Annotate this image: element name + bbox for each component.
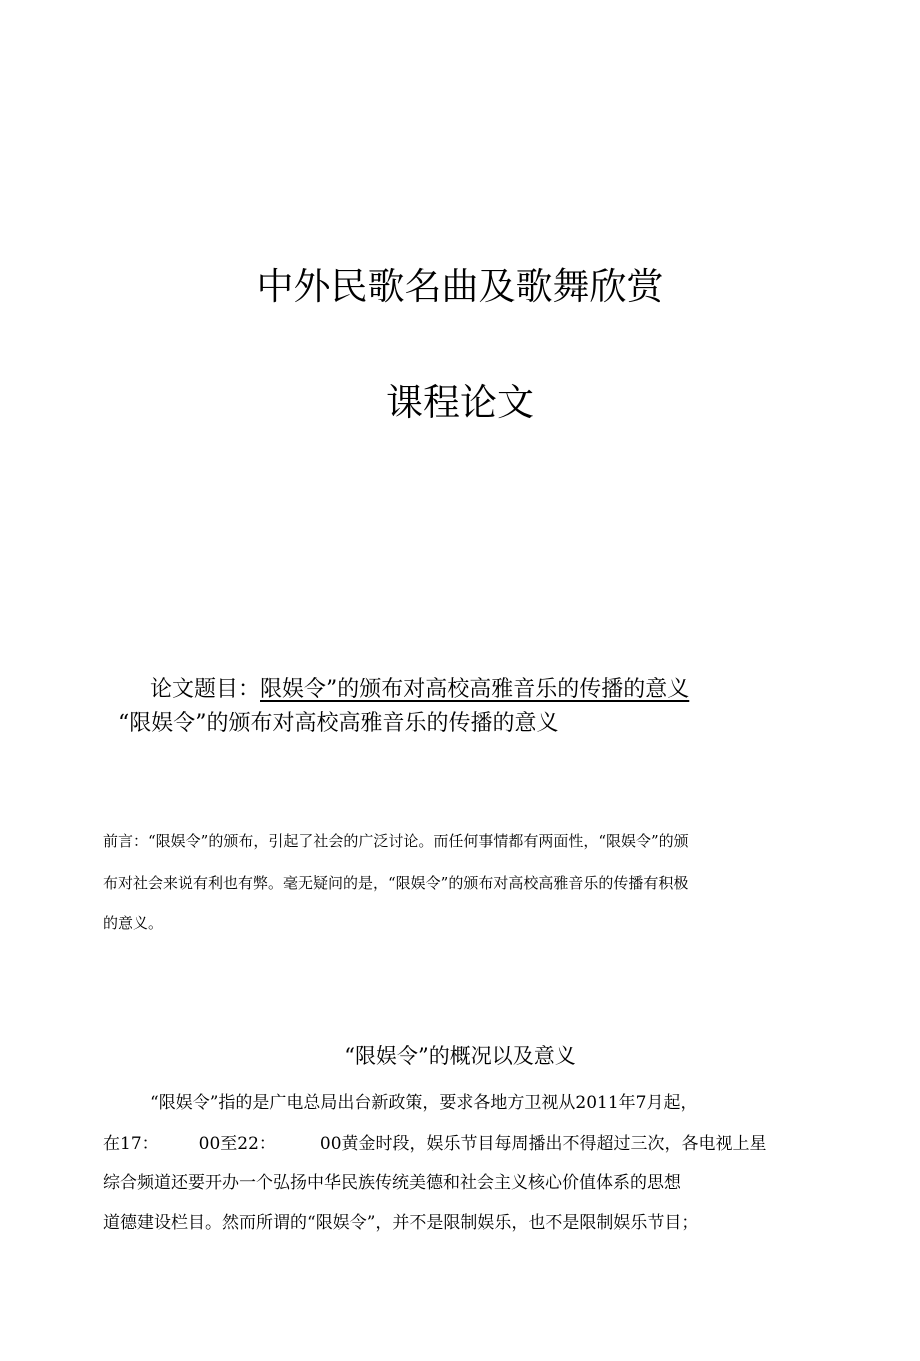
thesis-topic [150, 672, 689, 703]
body-line-2-part-b: 00至22： [198, 1134, 276, 1154]
thesis-topic-repeat: “限娱令”的颁布对高校高雅音乐的传播的意义 [118, 711, 559, 736]
section-heading: “限娱令”的概况以及意义 [344, 1044, 576, 1068]
body-line-2-part-c: 00黄金时段，娱乐节目每周播出不得超过三次，各电视上星 [319, 1134, 767, 1154]
body-line-1: “限娱令”指的是广电总局出台新政策，要求各地方卫视从2011年7月起， [150, 1093, 698, 1113]
document-title: 中外民歌名曲及歌舞欣赏 [256, 265, 664, 308]
preface-line-1: 前言：“限娱令”的颁布，引起了社会的广泛讨论。而任何事情都有两面性，“限娱令”的颁 [103, 832, 689, 850]
preface-line-3: 的意义。 [103, 914, 164, 932]
body-line-3: 综合频道还要开办一个弘扬中华民族传统美德和社会主义核心价值体系的思想 [103, 1173, 681, 1193]
thesis-topic-label: 论文题目： [150, 677, 261, 702]
body-line-2-part-a: 在17： [103, 1134, 159, 1154]
body-line-4: 道德建设栏目。然而所谓的“限娱令”，并不是限制娱乐，也不是限制娱乐节目； [103, 1213, 699, 1233]
thesis-topic-title: 限娱令”的颁布对高校高雅音乐的传播的意义 [260, 677, 690, 702]
preface-line-2: 布对社会来说有利也有弊。毫无疑问的是，“限娱令”的颁布对高校高雅音乐的传播有积极 [103, 874, 689, 892]
document-subtitle: 课程论文 [386, 381, 534, 424]
body-line-2 [103, 1129, 767, 1154]
